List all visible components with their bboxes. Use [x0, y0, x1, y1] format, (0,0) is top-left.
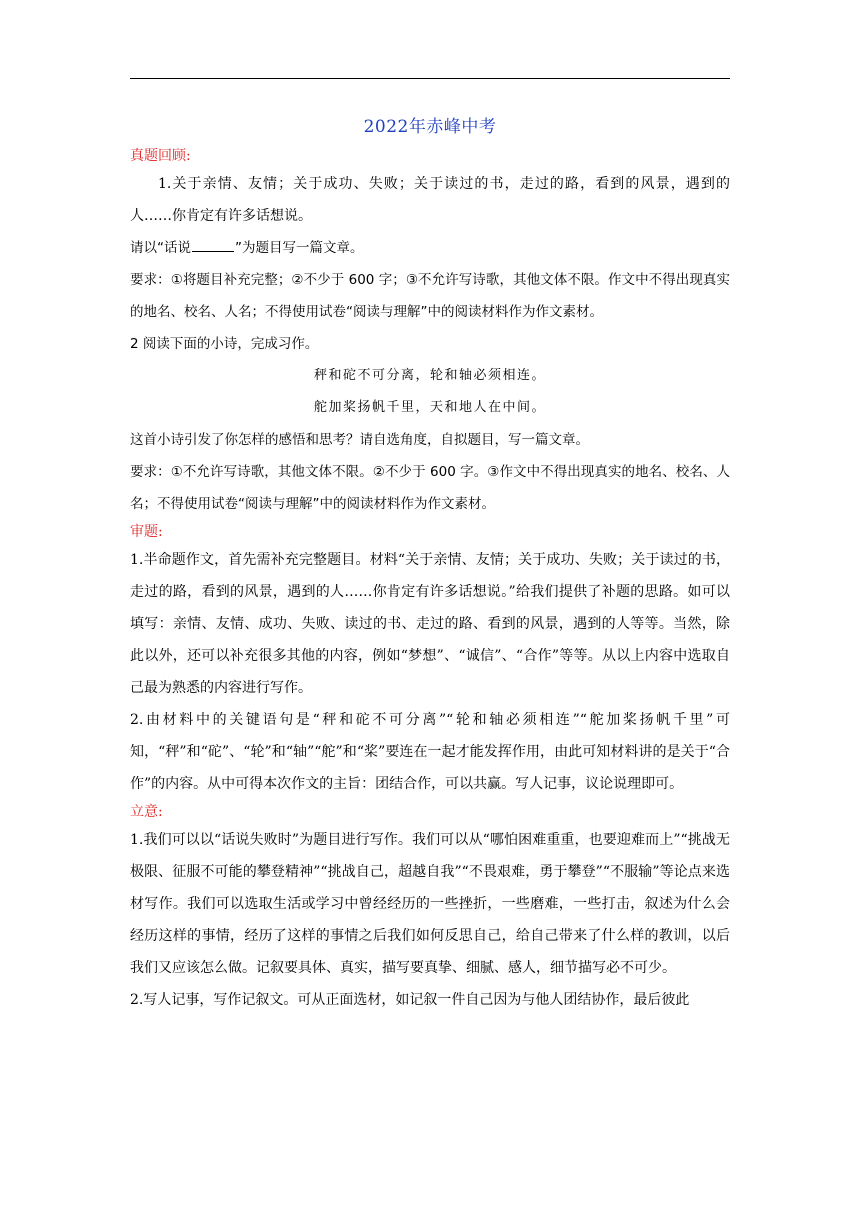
poem-line-1: 秤和砣不可分离，轮和轴必须相连。 [313, 368, 546, 383]
prompt-suffix: ”为题目写一篇文章。 [235, 240, 364, 256]
analysis-point-1: 1.半命题作文，首先需补充完整题目。材料“关于亲情、友情；关于成功、失败；关于读过的书，走过的路，看到的风景，遇到的人……你肯定有许多话想说。”给我们提供了补题的思路。如可以填写：亲情、友情、成功、失败、读过的书、走过的路、看到的风景，遇到的人等等。当然，除此以外，还可以补充很多其他的内容，例如“梦想”、“诚信”、“合作”等等。从以上内容中选取自己最为熟悉的内容进行写作。 [130, 552, 730, 696]
review-heading: 真题回顾: [130, 148, 191, 164]
header-rule [130, 78, 730, 79]
idea-point-2: 2.写人记事，写作记叙文。可从正面选材，如记叙一件自己因为与他人团结协作，最后彼此 [130, 992, 690, 1008]
analysis-point-2: 2.由材料中的关键语句是“秤和砣不可分离”“轮和轴必须相连”“舵加桨扬帆千里”可知，“秤”和“砣”、“轮”和“轴”“舵”和“桨”要连在一起才能发挥作用，由此可知材料讲的是关于“合作”的内容。从中可得本次作文的主旨：团结合作，可以共赢。写人记事，议论说理即可。 [130, 712, 730, 792]
idea-heading: 立意: [130, 804, 163, 820]
idea-point-1: 1.我们可以以“话说失败时”为题目进行写作。我们可以从“哪怕困难重重，也要迎难而上”“挑战无极限、征服不可能的攀登精神”“挑战自己，超越自我”“不畏艰难，勇于攀登”“不服输”等论点来选材写作。我们可以选取生活或学习中曾经经历的一些挫折，一些磨难，一些打击，叙述为什么会经历这样的事情，经历了这样的事情之后我们如何反思自己，给自己带来了什么样的教训，以后我们又应该怎么做。记叙要具体、真实，描写要真挚、细腻、感人，细节描写必不可少。 [130, 832, 730, 976]
document-title: 2022年赤峰中考 [363, 117, 497, 137]
question-2-intro: 2 阅读下面的小诗，完成习作。 [130, 336, 319, 352]
poem-line-2: 舵加桨扬帆千里，天和地人在中间。 [313, 400, 546, 415]
document-body [130, 112, 730, 1016]
question-2-requirements: 要求：①不允许写诗歌，其他文体不限。②不少于 600 字。③作文中不得出现真实的地名、校名、人名；不得使用试卷“阅读与理解”中的阅读材料作为作文素材。 [130, 464, 730, 512]
question-1-intro: 1.关于亲情、友情；关于成功、失败；关于读过的书，走过的路，看到的风景，遇到的人……你肯定有许多话想说。 [130, 176, 730, 224]
analysis-heading: 审题: [130, 524, 163, 540]
question-2-question: 这首小诗引发了你怎样的感悟和思考？请自选角度，自拟题目，写一篇文章。 [130, 432, 589, 448]
fill-in-blank [192, 237, 234, 252]
question-1-requirements: 要求：①将题目补充完整；②不少于 600 字；③不允许写诗歌，其他文体不限。作文中不得出现真实的地名、校名、人名；不得使用试卷“阅读与理解”中的阅读材料作为作文素材。 [130, 272, 730, 320]
prompt-prefix: 请以“话说 [130, 240, 191, 256]
question-1-prompt [130, 232, 730, 264]
